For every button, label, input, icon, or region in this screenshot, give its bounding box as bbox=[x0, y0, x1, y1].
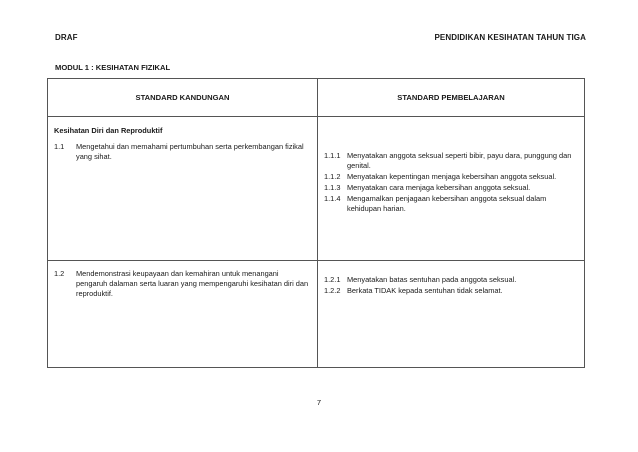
content-standard-item bbox=[54, 142, 311, 162]
content-standard-cell bbox=[48, 117, 318, 261]
learning-standard-number: 1.2.2 bbox=[324, 286, 341, 295]
learning-standard-text: Mengamalkan penjagaan kebersihan anggota seksual dalam kehidupan harian. bbox=[347, 194, 547, 213]
learning-standard-number: 1.1.1 bbox=[324, 151, 341, 160]
learning-standard-number: 1.1.4 bbox=[324, 194, 341, 203]
learning-standard-cell bbox=[318, 117, 585, 261]
learning-standard-text: Menyatakan anggota seksual seperti bibir, payu dara, punggung dan genital. bbox=[347, 151, 572, 170]
content-standard-text: Mengetahui dan memahami pertumbuhan serta perkembangan fizikal yang sihat. bbox=[76, 142, 304, 161]
table-row bbox=[48, 117, 585, 261]
learning-standard-item bbox=[324, 172, 578, 182]
learning-standard-cell bbox=[318, 261, 585, 368]
curriculum-table bbox=[47, 78, 585, 368]
content-standard-item bbox=[54, 269, 311, 299]
learning-standard-item bbox=[324, 151, 578, 171]
module-title: MODUL 1 : KESIHATAN FIZIKAL bbox=[55, 63, 171, 72]
page-number: 7 bbox=[316, 398, 322, 407]
learning-standard-item bbox=[324, 183, 578, 193]
learning-standard-number: 1.1.3 bbox=[324, 183, 341, 192]
table-row bbox=[48, 261, 585, 368]
header-draft-label: DRAF bbox=[55, 33, 78, 42]
table-header-row bbox=[48, 79, 585, 117]
header-subject-title: PENDIDIKAN KESIHATAN TAHUN TIGA bbox=[434, 33, 586, 42]
learning-standard-item bbox=[324, 275, 578, 285]
learning-standard-number: 1.1.2 bbox=[324, 172, 341, 181]
learning-standard-text: Menyatakan batas sentuhan pada anggota seksual. bbox=[347, 275, 517, 284]
learning-standard-item bbox=[324, 194, 578, 214]
content-standard-text: Mendemonstrasi keupayaan dan kemahiran untuk menangani pengaruh dalaman serta luaran yang mempengaruhi kesihatan diri dan reproduktif. bbox=[76, 269, 309, 298]
learning-standard-text: Menyatakan kepentingan menjaga kebersihan anggota seksual. bbox=[347, 172, 557, 181]
learning-standard-text: Berkata TIDAK kepada sentuhan tidak selamat. bbox=[347, 286, 503, 295]
content-standard-number: 1.2 bbox=[54, 269, 65, 278]
content-standard-cell bbox=[48, 261, 318, 368]
topic-title: Kesihatan Diri dan Reproduktif bbox=[54, 126, 163, 135]
col-header-content-standard: STANDARD KANDUNGAN bbox=[48, 79, 318, 117]
content-standard-number: 1.1 bbox=[54, 142, 65, 151]
col-header-learning-standard: STANDARD PEMBELAJARAN bbox=[318, 79, 585, 117]
learning-standard-item bbox=[324, 286, 578, 296]
learning-standard-text: Menyatakan cara menjaga kebersihan anggota seksual. bbox=[347, 183, 531, 192]
learning-standard-number: 1.2.1 bbox=[324, 275, 341, 284]
